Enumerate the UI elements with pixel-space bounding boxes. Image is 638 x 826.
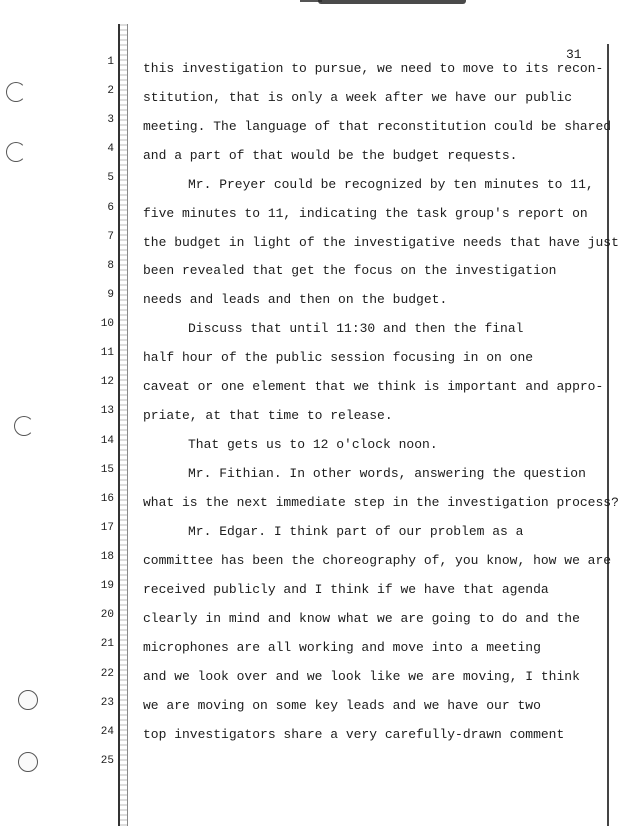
punch-hole-4 <box>18 690 38 710</box>
line-number: 7 <box>107 231 114 243</box>
punch-hole-5 <box>18 752 38 772</box>
punch-hole-2 <box>6 142 26 162</box>
line-number: 3 <box>107 114 114 126</box>
line-number: 1 <box>107 56 114 68</box>
line-number: 4 <box>107 143 114 155</box>
transcript-line: caveat or one element that we think is important and appro- <box>143 379 604 394</box>
transcript-line: this investigation to pursue, we need to move to its recon- <box>143 61 604 76</box>
line-number: 21 <box>100 638 114 650</box>
transcript-line: Discuss that until 11:30 and then the final <box>188 321 524 336</box>
punch-hole-1 <box>6 82 26 102</box>
transcript-line: committee has been the choreography of, you know, how we are <box>143 553 612 568</box>
transcript-line: meeting. The language of that reconstitution could be shared <box>143 119 612 134</box>
transcript-line: been revealed that get the focus on the investigation <box>143 263 557 278</box>
transcript-line: That gets us to 12 o'clock noon. <box>188 437 438 452</box>
transcript-line: and we look over and we look like we are moving, I think <box>143 669 580 684</box>
line-number: 24 <box>100 726 114 738</box>
transcript-line: stitution, that is only a week after we have our public <box>143 90 573 105</box>
transcript-line: the budget in light of the investigative needs that have just <box>143 235 619 250</box>
page-number: 31 <box>566 47 582 62</box>
line-number: 6 <box>107 202 114 214</box>
left-margin-rule <box>118 24 128 826</box>
line-number: 17 <box>100 522 114 534</box>
line-number: 20 <box>100 609 114 621</box>
transcript-line: top investigators share a very carefully-drawn comment <box>143 727 565 742</box>
line-number: 22 <box>100 668 114 680</box>
line-number: 10 <box>100 318 114 330</box>
line-number: 15 <box>100 464 114 476</box>
line-number: 14 <box>100 435 114 447</box>
line-number: 23 <box>100 697 114 709</box>
punch-hole-3 <box>14 416 34 436</box>
line-number: 5 <box>107 172 114 184</box>
transcript-line: priate, at that time to release. <box>143 408 393 423</box>
line-number: 19 <box>100 580 114 592</box>
transcript-line: and a part of that would be the budget requests. <box>143 148 518 163</box>
line-number: 11 <box>100 347 114 359</box>
transcript-line: Mr. Fithian. In other words, answering the question <box>188 466 586 481</box>
transcript-line: Mr. Edgar. I think part of our problem as a <box>188 524 524 539</box>
line-number: 8 <box>107 260 114 272</box>
transcript-line: half hour of the public session focusing in on one <box>143 350 534 365</box>
transcript-line: clearly in mind and know what we are going to do and the <box>143 611 580 626</box>
right-margin-rule <box>607 44 609 826</box>
transcript-line: five minutes to 11, indicating the task group's report on <box>143 206 588 221</box>
line-number: 9 <box>107 289 114 301</box>
transcript-line: what is the next immediate step in the investigation process? <box>143 495 619 510</box>
line-number: 25 <box>100 755 114 767</box>
line-number: 16 <box>100 493 114 505</box>
line-number: 13 <box>100 405 114 417</box>
line-number: 2 <box>107 85 114 97</box>
line-number: 18 <box>100 551 114 563</box>
transcript-line: Mr. Preyer could be recognized by ten minutes to 11, <box>188 177 594 192</box>
transcript-line: microphones are all working and move into a meeting <box>143 640 541 655</box>
line-number: 12 <box>100 376 114 388</box>
transcript-line: received publicly and I think if we have that agenda <box>143 582 549 597</box>
transcript-line: we are moving on some key leads and we have our two <box>143 698 541 713</box>
transcript-line: needs and leads and then on the budget. <box>143 292 448 307</box>
top-edge-smudge <box>318 0 466 4</box>
